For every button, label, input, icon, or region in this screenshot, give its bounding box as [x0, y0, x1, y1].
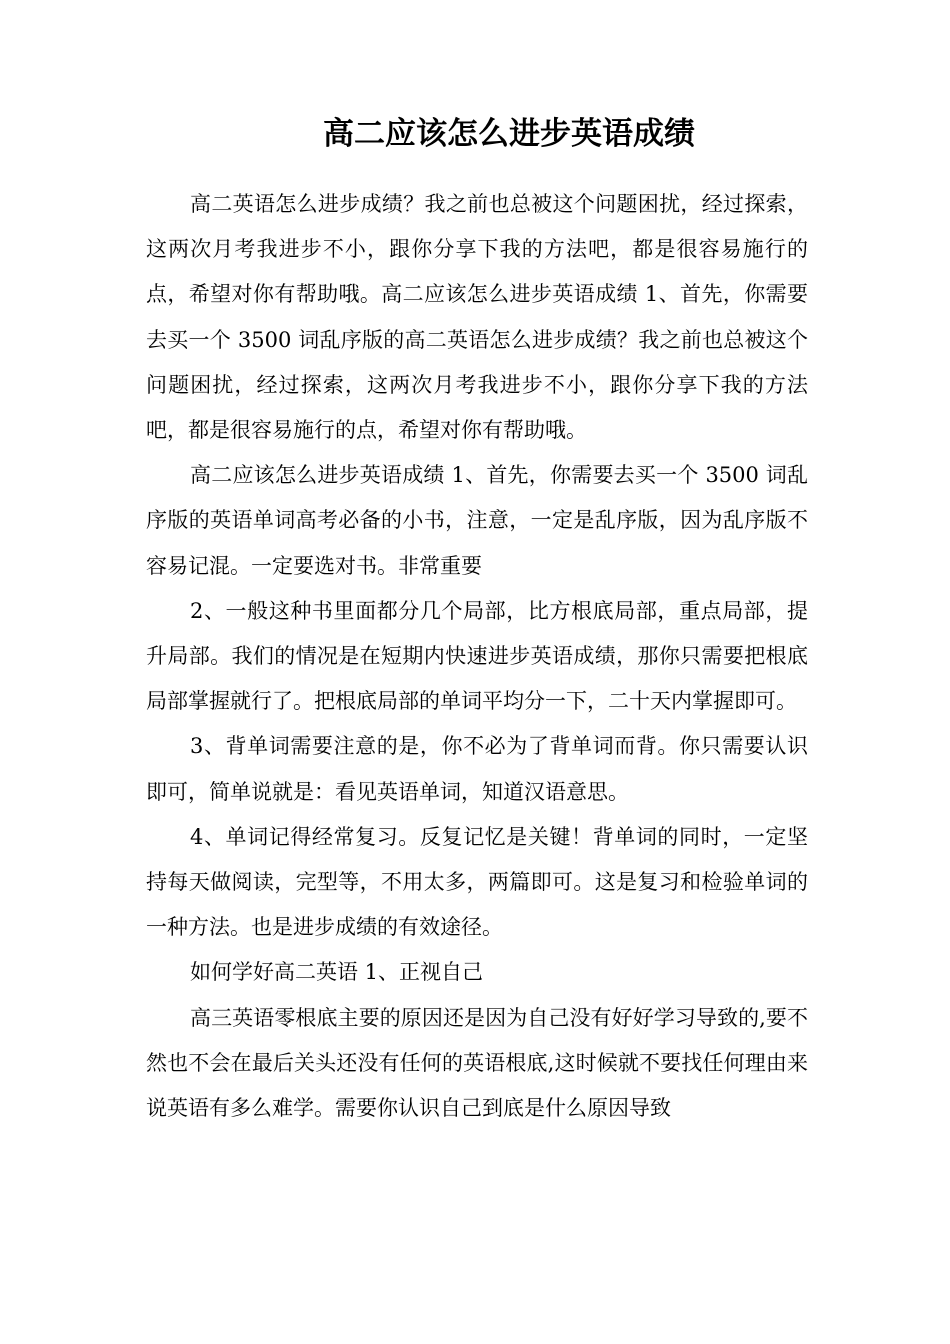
paragraph: 3、背单词需要注意的是，你不必为了背单词而背。你只需要认识即可，简单说就是：看见英语单词，知道汉语意思。 [146, 734, 808, 804]
document-body [146, 182, 808, 1131]
document-title: 高二应该怎么进步英语成绩 [323, 116, 695, 152]
paragraph: 高二英语怎么进步成绩？我之前也总被这个问题困扰，经过探索，这两次月考我进步不小，跟你分享下我的方法吧，都是很容易施行的点，希望对你有帮助哦。高二应该怎么进步英语成绩 1、首先，你需要去买一个 3500 词乱序版的高二英语怎么进步成绩？我之前也总被这个问题困扰，经过探索，这两次月考我进步不小，跟你分享下我的方法吧，都是很容易施行的点，希望对你有帮助哦。 [146, 192, 808, 443]
paragraph: 2、一般这种书里面都分几个局部，比方根底局部，重点局部，提升局部。我们的情况是在短期内快速进步英语成绩，那你只需要把根底局部掌握就行了。把根底局部的单词平均分一下，二十天内掌握即可。 [146, 598, 808, 714]
paragraph: 高二应该怎么进步英语成绩 1、首先，你需要去买一个 3500 词乱序版的英语单词高考必备的小书，注意，一定是乱序版，因为乱序版不容易记混。一定要选对书。非常重要 [146, 463, 808, 578]
paragraph: 高三英语零根底主要的原因还是因为自己没有好好学习导致的,要不然也不会在最后关头还没有任何的英语根底,这时候就不要找任何理由来说英语有多么难学。需要你认识自己到底是什么原因导致 [146, 1005, 808, 1121]
paragraph: 如何学好高二英语 1、正视自己 [190, 960, 484, 985]
paragraph: 4、单词记得经常复习。反复记忆是关键！背单词的同时，一定坚持每天做阅读，完型等，不用太多，两篇即可。这是复习和检验单词的一种方法。也是进步成绩的有效途径。 [146, 824, 808, 940]
